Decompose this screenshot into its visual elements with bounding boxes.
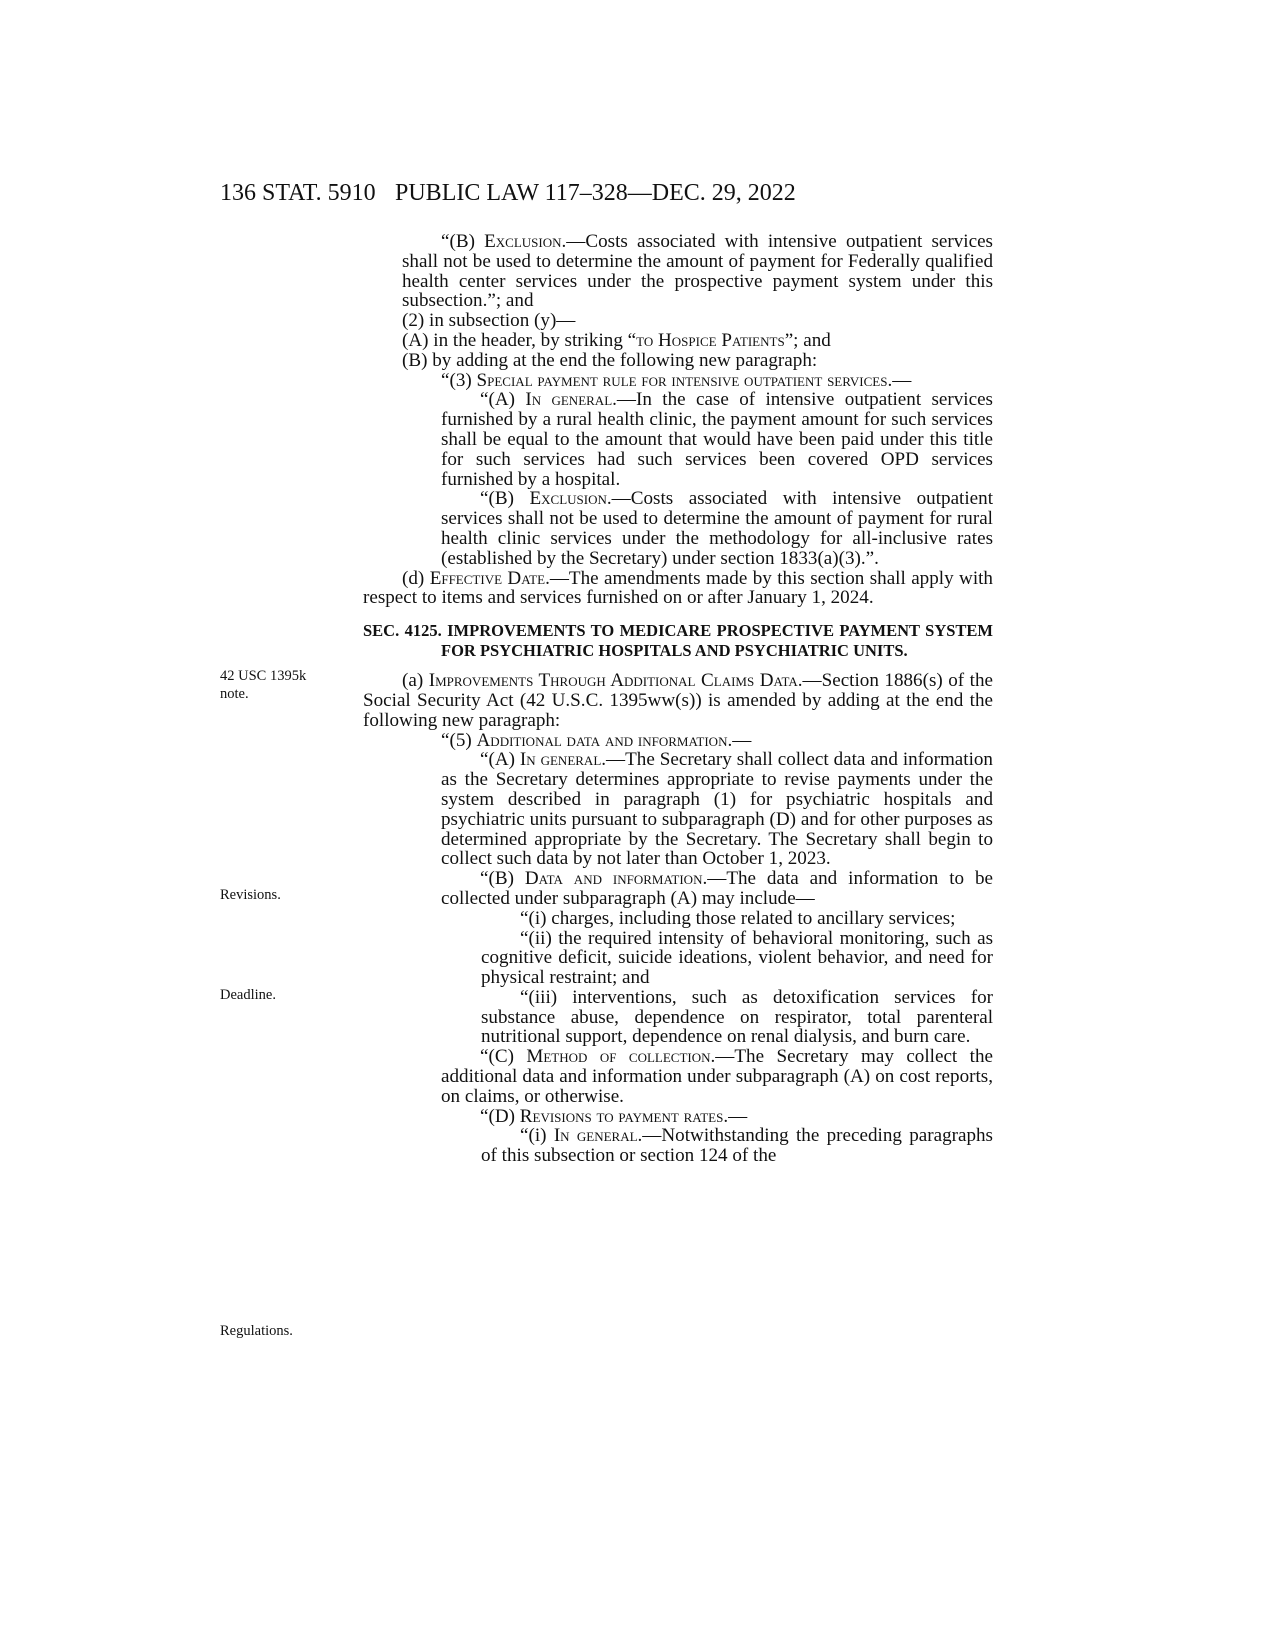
data-and-information-paragraph: “(B) Data and information.—The data and information to be collected under subparagraph (A) may include— xyxy=(441,868,994,909)
amendment-item-2a: (A) in the header, by striking “to Hospice Patients”; and xyxy=(402,329,831,351)
additional-data-heading: “(5) Additional data and information.— xyxy=(441,729,752,751)
clause-ii-behavioral-monitoring: “(ii) the required intensity of behavioral monitoring, such as cognitive deficit, suicide ideations, violent behavior, and need for physical restraint; and xyxy=(481,927,993,989)
subsection-a-paragraph: (a) Improvements Through Additional Claims Data.—Section 1886(s) of the Social Security Act (42 U.S.C. 1395ww(s)) is amended by adding at the end the following new paragraph: xyxy=(363,670,994,731)
clause-i-charges: “(i) charges, including those related to ancillary services; xyxy=(520,907,956,929)
amendment-item-2b: (B) by adding at the end the following new paragraph: xyxy=(402,349,818,371)
revisions-in-general-clause: “(i) In general.—Notwithstanding the preceding paragraphs of this subsection or section 124 of the xyxy=(481,1125,993,1167)
margin-note-revisions: Revisions. xyxy=(220,887,281,903)
revisions-to-payment-rates-heading: “(D) Revisions to payment rates.— xyxy=(480,1105,748,1127)
additional-data-in-general-paragraph: “(A) In general.—The Secretary shall collect data and information as the Secretary determines appropriate to revise payments under the system described in paragraph (1) for psychiatric hospitals and psychiatric units pursuant to subparagraph (D) and for other purposes as determined appropriate by the Secretary. The Secretary shall begin to collect such data by not later than October 1, 2023. xyxy=(441,749,993,870)
margin-note-regulations: Regulations. xyxy=(220,1323,293,1339)
margin-note-citation-line2: note. xyxy=(220,686,249,702)
section-4125-heading: SEC. 4125. IMPROVEMENTS TO MEDICARE PROSPECTIVE PAYMENT SYSTEM FOR PSYCHIATRIC HOSPITALS AND PSYCHIATRIC UNITS. xyxy=(363,621,993,661)
public-law-title: PUBLIC LAW 117–328—DEC. 29, 2022 xyxy=(395,180,796,206)
method-of-collection-paragraph: “(C) Method of collection.—The Secretary may collect the additional data and information under subparagraph (A) on cost reports, on claims, or otherwise. xyxy=(441,1046,993,1107)
clause-iii-interventions: “(iii) interventions, such as detoxification services for substance abuse, dependence on respirator, total parenteral nutritional support, dependence on renal dialysis, and burn care. xyxy=(481,986,993,1048)
amendment-item-2: (2) in subsection (y)— xyxy=(402,310,576,332)
bill-text-body xyxy=(363,232,993,1166)
stat-page-number: 136 STAT. 5910 xyxy=(220,180,376,206)
fqhc-exclusion-paragraph: “(B) Exclusion.—Costs associated with intensive outpatient services shall not be used to determine the amount of payment for Federally qualified health center services under the prospective payment system under this subsection.”; and xyxy=(402,231,993,312)
margin-note-deadline: Deadline. xyxy=(220,987,276,1003)
special-payment-rule-heading: “(3) Special payment rule for intensive outpatient services.— xyxy=(441,369,912,391)
rhc-exclusion-paragraph: “(B) Exclusion.—Costs associated with intensive outpatient services shall not be used to determine the amount of payment for rural health clinic services under the methodology for all-inclusive rates (established by the Secretary) under section 1833(a)(3).”. xyxy=(441,488,993,569)
margin-note-citation-line1: 42 USC 1395k xyxy=(220,668,307,684)
margin-note-citation xyxy=(220,667,340,703)
effective-date-paragraph: (d) Effective Date.—The amendments made by this section shall apply with respect to items and services furnished on or after January 1, 2024. xyxy=(363,567,993,609)
rhc-in-general-paragraph: “(A) In general.—In the case of intensive outpatient services furnished by a rural health clinic, the payment amount for such services shall be equal to the amount that would have been paid under this title for such services had such services been covered OPD services furnished by a hospital. xyxy=(441,389,993,490)
